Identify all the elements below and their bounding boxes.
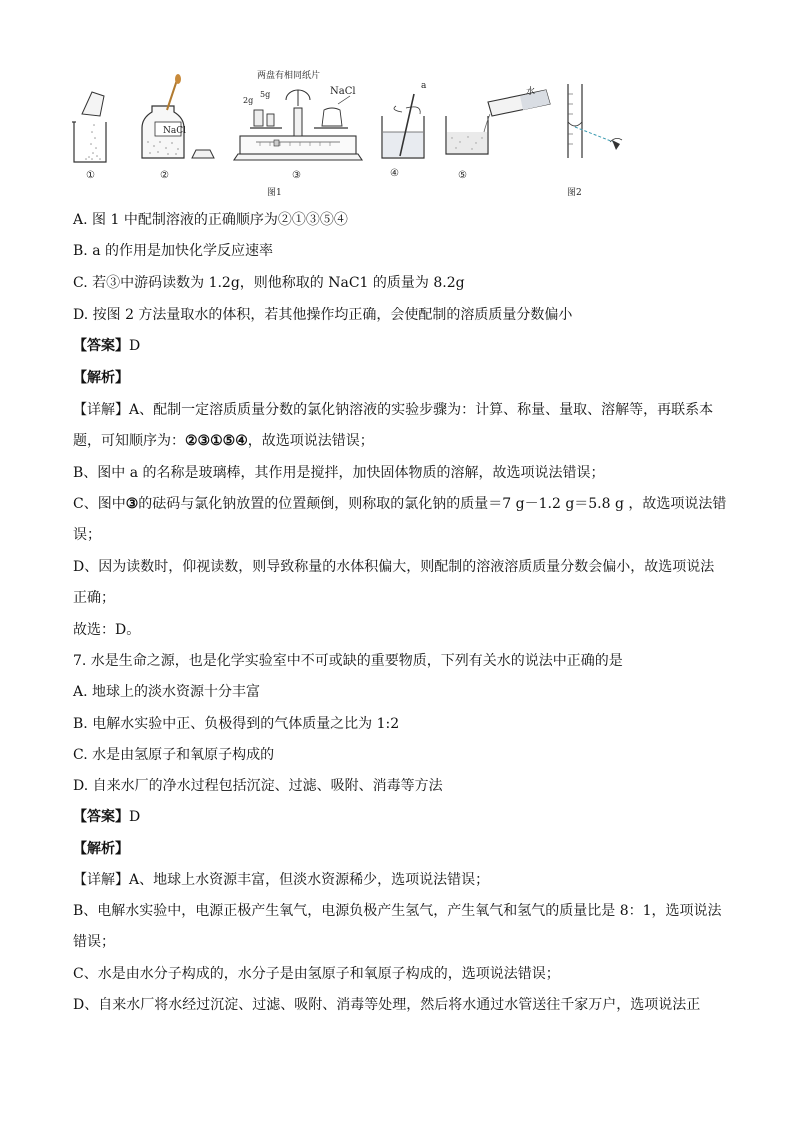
q6-detail-3a-num: ③ <box>125 496 139 512</box>
step-label-1: ① <box>86 170 95 181</box>
q6-detail-tag: 【详解】 <box>73 402 129 418</box>
q7-detail-1-text: A、地球上水资源丰富，但淡水资源稀少，选项说法错误； <box>129 872 490 888</box>
q6-analysis-label: 【解析】 <box>73 370 129 386</box>
q7-analysis-label: 【解析】 <box>73 841 129 857</box>
q6-detail-1b-pre: 题，可知顺序为： <box>73 433 185 449</box>
step-label-4: ④ <box>390 168 399 179</box>
nacl-bottle-label: NaCl <box>163 126 187 136</box>
q6-detail-3a-pre: C、图中 <box>73 496 126 512</box>
nacl-bottle-icon <box>142 74 214 158</box>
measuring-cylinder-icon <box>568 84 616 158</box>
q6-detail-1b-seq: ②③①⑤④ <box>185 433 248 449</box>
experiment-figure-drawing <box>60 70 660 200</box>
fig2-caption: 图2 <box>567 188 582 198</box>
q6-answer: D <box>129 338 141 354</box>
q7-answer-tag: 【答案】 <box>73 809 129 825</box>
beaker-stirring-icon <box>382 94 424 158</box>
q6-detail-3b: 误； <box>73 527 101 543</box>
q6-answer-tag: 【答案】 <box>73 338 129 354</box>
q6-detail-1b <box>73 431 374 451</box>
eye-icon <box>610 138 622 150</box>
q7-detail-3: C、水是由水分子构成的，水分子是由氢原子和氧原子构成的，选项说法错误； <box>73 966 560 982</box>
q7-answer: D <box>129 809 141 825</box>
q6-detail-4a: D、因为读数时，仰视读数，则导致称量的水体积偏大，则配制的溶液溶质质量分数会偏小，故选项说法 <box>73 559 715 575</box>
q7-option-a: A. 地球上的淡水资源十分丰富 <box>73 684 261 700</box>
step-label-2: ② <box>160 170 169 181</box>
q6-option-d: D. 按图 2 方法量取水的体积，若其他操作均正确，会使配制的溶质质量分数偏小 <box>73 307 573 323</box>
q6-detail-1a-text: A、配制一定溶质质量分数的氯化钠溶液的实验步骤为：计算、称量、量取、溶解等，再联系本 <box>129 402 714 418</box>
q7-option-b: B. 电解水实验中正、负极得到的气体质量之比为 1:2 <box>73 716 400 732</box>
q6-detail-3a-post: 的砝码与氯化钠放置的位置颠倒，则称取的氯化钠的质量＝7 g－1.2 g＝5.8 g ，故选项说法错 <box>138 496 727 512</box>
pouring-water-icon <box>446 90 550 154</box>
step-label-5: ⑤ <box>458 170 467 181</box>
q6-analysis-tag <box>73 368 129 388</box>
q7-detail-2b: 错误； <box>73 934 115 950</box>
q7-option-c: C. 水是由氢原子和氧原子构成的 <box>73 747 275 763</box>
q6-detail-4b: 正确； <box>73 590 115 606</box>
q6-option-b: B. a 的作用是加快化学反应速率 <box>73 243 273 259</box>
q6-detail-1b-post: ，故选项说法错误； <box>247 433 374 449</box>
q7-answer-line <box>73 807 140 827</box>
fig1-caption: 图1 <box>267 188 282 198</box>
weight-5g-label: 5g <box>260 90 271 99</box>
q7-analysis-tag <box>73 839 129 859</box>
q6-conclusion: 故选：D。 <box>73 622 141 638</box>
experiment-figure <box>60 70 660 200</box>
q7-detail-tag: 【详解】 <box>73 872 129 888</box>
q6-option-c: C. 若③中游码读数为 1.2g，则他称取的 NaC1 的质量为 8.2g <box>73 275 465 291</box>
q6-answer-line <box>73 336 140 356</box>
q6-option-a: A. 图 1 中配制溶液的正确顺序为②①③⑤④ <box>73 212 348 228</box>
q7-detail-1 <box>73 870 489 890</box>
beaker-with-paper-icon <box>72 92 106 162</box>
weight-2g-label: 2g <box>243 96 254 105</box>
q7-detail-4: D、自来水厂将水经过沉淀、过滤、吸附、消毒等处理，然后将水通过水管送往千家万户，选项说法正 <box>73 997 701 1013</box>
water-label: 水 <box>526 87 536 97</box>
figure-top-note: 两盘有相同纸片 <box>257 71 321 81</box>
q6-detail-1a <box>73 400 713 420</box>
q7-option-d: D. 自来水厂的净水过程包括沉淀、过滤、吸附、消毒等方法 <box>73 778 443 794</box>
stir-rod-label: a <box>421 81 427 91</box>
q6-detail-3a <box>73 494 726 514</box>
q7-detail-2a: B、电解水实验中，电源正极产生氧气，电源负极产生氢气，产生氧气和氢气的质量比是 8：1，选项说法 <box>73 903 722 919</box>
nacl-pan-label: NaCl <box>330 86 356 97</box>
step-label-3: ③ <box>292 170 301 181</box>
q6-detail-2: B、图中 a 的名称是玻璃棒，其作用是搅拌，加快固体物质的溶解，故选项说法错误； <box>73 465 605 481</box>
q7-stem: 7. 水是生命之源，也是化学实验室中不可或缺的重要物质，下列有关水的说法中正确的是 <box>73 653 623 669</box>
